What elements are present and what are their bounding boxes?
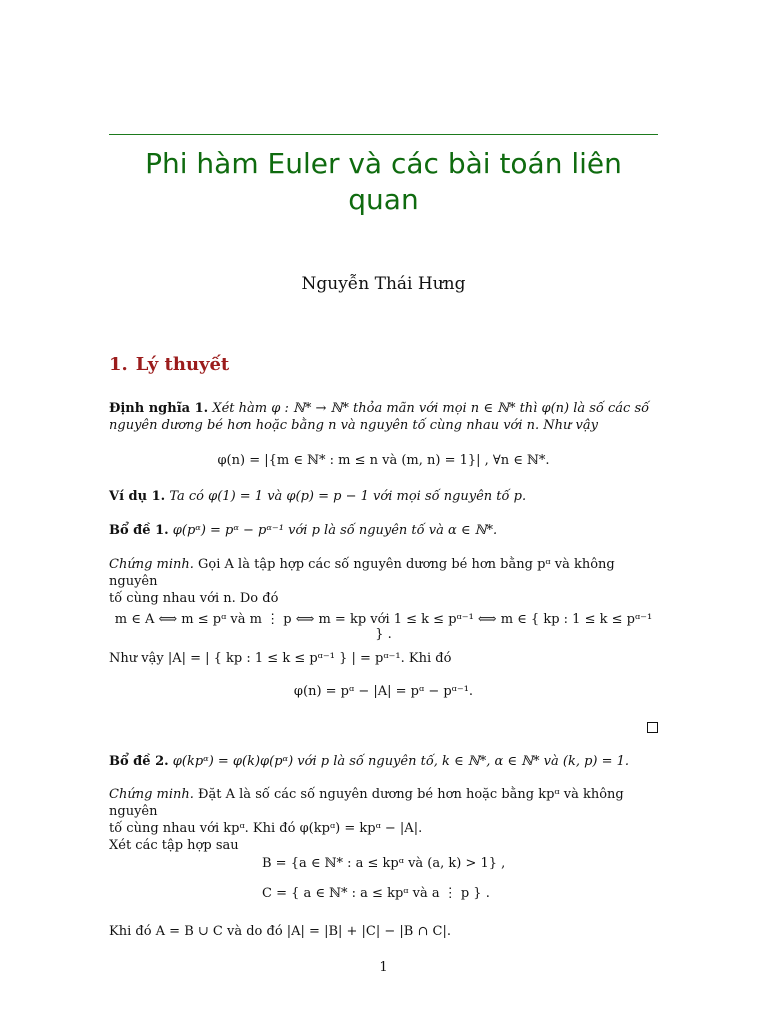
proof-1 [109,556,658,607]
definition-line-2: nguyên dương bé hơn hoặc bằng n và nguyên tố cùng nhau với n. Như vậy [109,418,598,433]
lemma-2 [109,753,658,770]
page-number: 1 [379,960,388,975]
proof-1-formula-2: φ(n) = pᵅ − |A| = pᵅ − pᵅ⁻¹. [293,684,474,699]
definition-label: Định nghĩa 1. [109,401,209,416]
author-name: Nguyễn Thái Hưng [301,274,466,294]
proof-2-line-1: Đặt A là số các số nguyên dương bé hơn hoặc bằng kpᵅ và không nguyên [109,787,624,819]
example-text: Ta có φ(1) = 1 và φ(p) = p − 1 với mọi số nguyên tố p. [169,489,527,504]
proof-2-label: Chứng minh. [109,787,194,802]
lemma-1-label: Bổ đề 1. [109,523,169,538]
title-rule [109,134,658,135]
proof-1-line-2: tố cùng nhau với n. Do đó [109,591,279,606]
phi-definition-formula: φ(n) = |{m ∈ ℕ* : m ≤ n và (m, n) = 1}| , ∀n ∈ ℕ*. [217,453,550,468]
example-1 [109,488,658,505]
proof-2-line-2: tố cùng nhau với kpᵅ. Khi đó φ(kpᵅ) = kpᵅ − |A|. [109,821,423,836]
proof-2 [109,786,658,854]
lemma-2-label: Bổ đề 2. [109,754,169,769]
set-b-definition: B = {a ∈ ℕ* : a ≤ kpᵅ và (a, k) > 1} , [262,856,506,871]
example-label: Ví dụ 1. [109,489,166,504]
proof-1-formula-1: m ∈ A ⟺ m ≤ pᵅ và m ⋮ p ⟺ m = kp với 1 ≤ k ≤ pᵅ⁻¹ ⟺ m ∈ { kp : 1 ≤ k ≤ pᵅ⁻¹ } . [114,612,653,642]
section-heading [109,354,229,375]
proof-2-line-3: Xét các tập hợp sau [109,838,239,853]
section-title: Lý thuyết [135,354,230,375]
set-c-definition: C = { a ∈ ℕ* : a ≤ kpᵅ và a ⋮ p } . [262,886,490,901]
definition-line-1: Xét hàm φ : ℕ* → ℕ* thỏa mãn với mọi n ∈ ℕ* thì φ(n) là số các số [212,401,650,416]
qed-square [647,722,658,733]
lemma-1-text: φ(pᵅ) = pᵅ − pᵅ⁻¹ với p là số nguyên tố và α ∈ ℕ*. [172,523,498,538]
proof-1-line-3: Như vậy |A| = | { kp : 1 ≤ k ≤ pᵅ⁻¹ } | = pᵅ⁻¹. Khi đó [109,651,452,666]
proof-1-label: Chứng minh. [109,557,194,572]
section-number: 1. [109,354,128,375]
lemma-2-text: φ(kpᵅ) = φ(k)φ(pᵅ) với p là số nguyên tố, k ∈ ℕ*, α ∈ ℕ* và (k, p) = 1. [172,754,630,769]
proof-1-line-1: Gọi A là tập hợp các số nguyên dương bé hơn bằng pᵅ và không nguyên [109,557,615,589]
proof-2-line-4: Khi đó A = B ∪ C và do đó |A| = |B| + |C| − |B ∩ C|. [109,924,451,939]
definition-1 [109,400,658,434]
document-title: Phi hàm Euler và các bài toán liên quan [145,147,622,216]
lemma-1 [109,522,658,539]
